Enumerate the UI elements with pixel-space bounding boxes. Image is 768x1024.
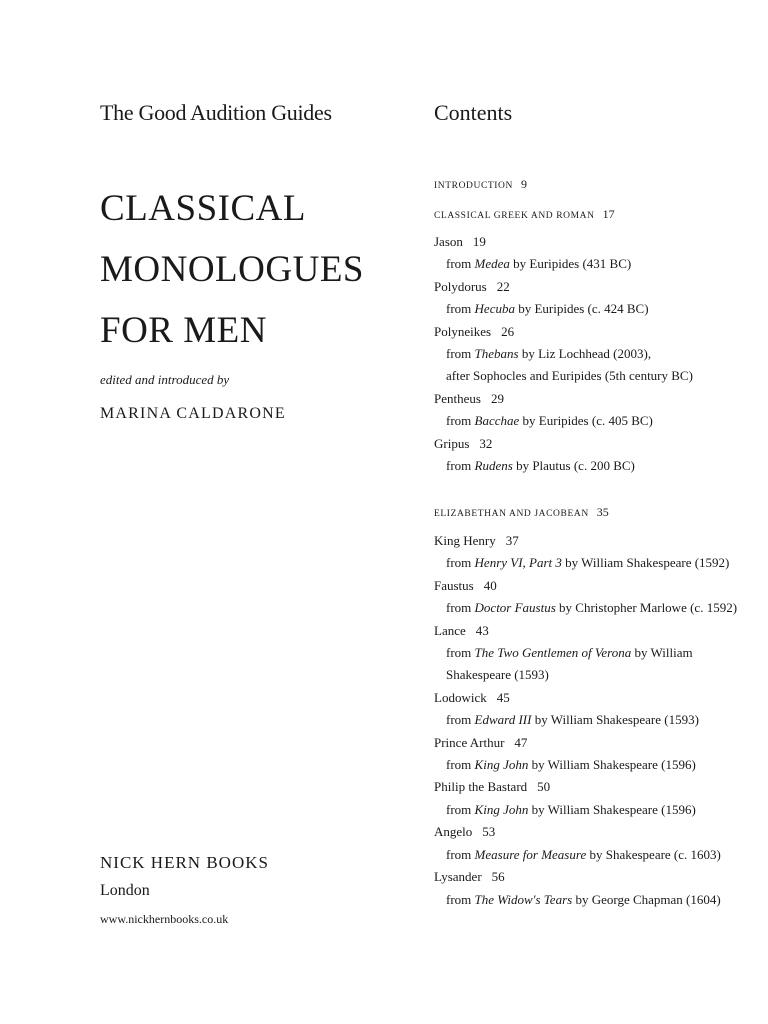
contents-page — [434, 0, 764, 1024]
work-title: Measure for Measure — [474, 846, 587, 862]
toc-entry[interactable] — [434, 321, 693, 343]
source-text: from — [446, 891, 475, 907]
source-text: by Plautus (c. 200 BC) — [512, 458, 635, 474]
toc-section-entries — [434, 530, 737, 911]
source-text: by William Shakespeare (1592) — [561, 555, 730, 571]
toc-entry-name: Lysander — [434, 869, 482, 885]
toc-entry-source — [434, 844, 737, 866]
toc-entry[interactable] — [434, 388, 693, 410]
toc-entry[interactable] — [434, 620, 737, 642]
source-text: from — [446, 757, 475, 773]
toc-entry-source — [434, 709, 737, 731]
source-text: from — [446, 801, 475, 817]
toc-section-page: 9 — [520, 177, 527, 191]
toc-entry-name: Jason — [434, 234, 463, 249]
toc-section-page: 35 — [596, 505, 609, 519]
publisher-url[interactable]: www.nickhernbooks.co.uk — [100, 912, 229, 926]
toc-entry[interactable] — [434, 231, 693, 253]
toc-entry-name: Lodowick — [434, 689, 487, 705]
toc-entry-source — [434, 799, 737, 821]
work-title: Henry VI, Part 3 — [474, 555, 562, 571]
title-page — [100, 0, 400, 1024]
toc-entry[interactable] — [434, 866, 737, 888]
source-text: by Euripides (c. 424 BC) — [514, 301, 649, 317]
book-title-line: FOR MEN — [100, 310, 267, 351]
work-title: Hecuba — [474, 301, 515, 317]
publisher-name: NICK HERN BOOKS — [100, 853, 269, 872]
toc-entry-page: 22 — [496, 278, 510, 294]
toc-entry-source — [434, 552, 737, 574]
source-text: from — [446, 712, 475, 728]
source-text: by Euripides (c. 405 BC) — [519, 413, 653, 429]
toc-entry-name: Philip the Bastard — [434, 779, 528, 795]
source-text: from — [446, 458, 475, 474]
source-text: by William Shakespeare (1596) — [528, 757, 696, 773]
toc-entry-source — [434, 664, 737, 686]
series-title: The Good Audition Guides — [100, 100, 332, 125]
toc-entry-page: 43 — [475, 622, 489, 638]
toc-entry-page: 37 — [505, 533, 519, 548]
toc-entry[interactable] — [434, 732, 737, 754]
editor-name: MARINA CALDARONE — [100, 405, 286, 422]
work-title: Rudens — [474, 458, 513, 474]
work-title: King John — [474, 801, 529, 817]
toc-entry-page: 53 — [482, 824, 496, 840]
book-title-line: MONOLOGUES — [100, 249, 364, 290]
toc-entry-page: 32 — [479, 435, 493, 451]
work-title: Thebans — [474, 346, 519, 362]
toc-entry-source — [434, 889, 737, 911]
source-text: from — [446, 645, 475, 661]
toc-entry-source — [434, 253, 693, 275]
toc-entry-page: 47 — [514, 734, 528, 750]
book-title — [100, 178, 364, 361]
book-title-line: CLASSICAL — [100, 188, 306, 229]
toc-entry-source — [434, 754, 737, 776]
toc-entry-source — [434, 597, 737, 619]
source-text: from — [446, 346, 475, 362]
contents-heading: Contents — [434, 100, 513, 125]
source-text: from — [446, 413, 475, 429]
publisher-city: London — [100, 882, 150, 899]
toc-entry-page: 29 — [490, 390, 504, 406]
source-text: from — [446, 555, 475, 571]
toc-section-label: INTRODUCTION — [434, 181, 513, 191]
source-text: Shakespeare (1593) — [446, 667, 549, 683]
toc-entry-name: Polydorus — [434, 278, 487, 294]
toc-entry-name: Angelo — [434, 824, 473, 840]
toc-entry-page: 56 — [491, 869, 505, 885]
toc-section-page: 17 — [602, 207, 615, 221]
toc-entry-page: 45 — [496, 689, 510, 705]
toc-entry[interactable] — [434, 776, 737, 798]
toc-entry-name: Faustus — [434, 577, 474, 593]
toc-entry-name: Polyneikes — [434, 323, 492, 339]
source-text: from — [446, 256, 475, 272]
toc-entry-name: Prince Arthur — [434, 734, 505, 750]
source-text: from — [446, 846, 475, 862]
source-text: by Christopher Marlowe (c. 1592) — [555, 600, 738, 616]
toc-entry[interactable] — [434, 530, 737, 552]
toc-entry[interactable] — [434, 821, 737, 843]
work-title: The Widow's Tears — [474, 891, 573, 907]
work-title: Bacchae — [474, 413, 520, 429]
source-text: by William Shakespeare (1596) — [528, 801, 696, 817]
toc-entry-source — [434, 410, 693, 432]
source-text: by Shakespeare (c. 1603) — [586, 846, 721, 862]
edited-by-credit: edited and introduced by — [100, 372, 230, 387]
toc-section-label: CLASSICAL GREEK AND ROMAN — [434, 211, 595, 221]
toc-entry-name: Gripus — [434, 435, 470, 451]
toc-entry-page: 19 — [472, 234, 486, 249]
toc-entry-page: 26 — [501, 323, 515, 339]
toc-entry[interactable] — [434, 276, 693, 298]
source-text: by George Chapman (1604) — [572, 891, 721, 907]
toc-entry-source — [434, 455, 693, 477]
toc-entry-name: Lance — [434, 622, 466, 638]
toc-section-label: ELIZABETHAN AND JACOBEAN — [434, 509, 589, 519]
toc-intro[interactable] — [434, 177, 527, 192]
toc-entry-source — [434, 365, 693, 387]
toc-entry-source — [434, 343, 693, 365]
toc-entry-page: 50 — [537, 779, 551, 795]
source-text: after Sophocles and Euripides (5th century BC) — [446, 368, 693, 384]
source-text: from — [446, 600, 475, 616]
source-text: by Euripides (431 BC) — [509, 256, 632, 272]
toc-section-heading[interactable] — [434, 207, 615, 222]
toc-entry[interactable] — [434, 687, 737, 709]
toc-section-heading[interactable] — [434, 505, 609, 520]
source-text: by William — [631, 645, 693, 661]
source-text: by William Shakespeare (1593) — [531, 712, 699, 728]
toc-entry-page: 40 — [483, 577, 497, 593]
toc-entry-source — [434, 642, 737, 664]
toc-entry-name: Pentheus — [434, 390, 481, 406]
toc-entry[interactable] — [434, 575, 737, 597]
work-title: Medea — [474, 256, 510, 272]
toc-entry-name: King Henry — [434, 533, 496, 548]
toc-entry[interactable] — [434, 433, 693, 455]
work-title: King John — [474, 757, 529, 773]
source-text: from — [446, 301, 475, 317]
work-title: Doctor Faustus — [474, 600, 556, 616]
work-title: The Two Gentlemen of Verona — [474, 645, 632, 661]
work-title: Edward III — [474, 712, 532, 728]
source-text: by Liz Lochhead (2003), — [518, 346, 652, 362]
toc-section-entries — [434, 231, 693, 477]
toc-entry-source — [434, 298, 693, 320]
